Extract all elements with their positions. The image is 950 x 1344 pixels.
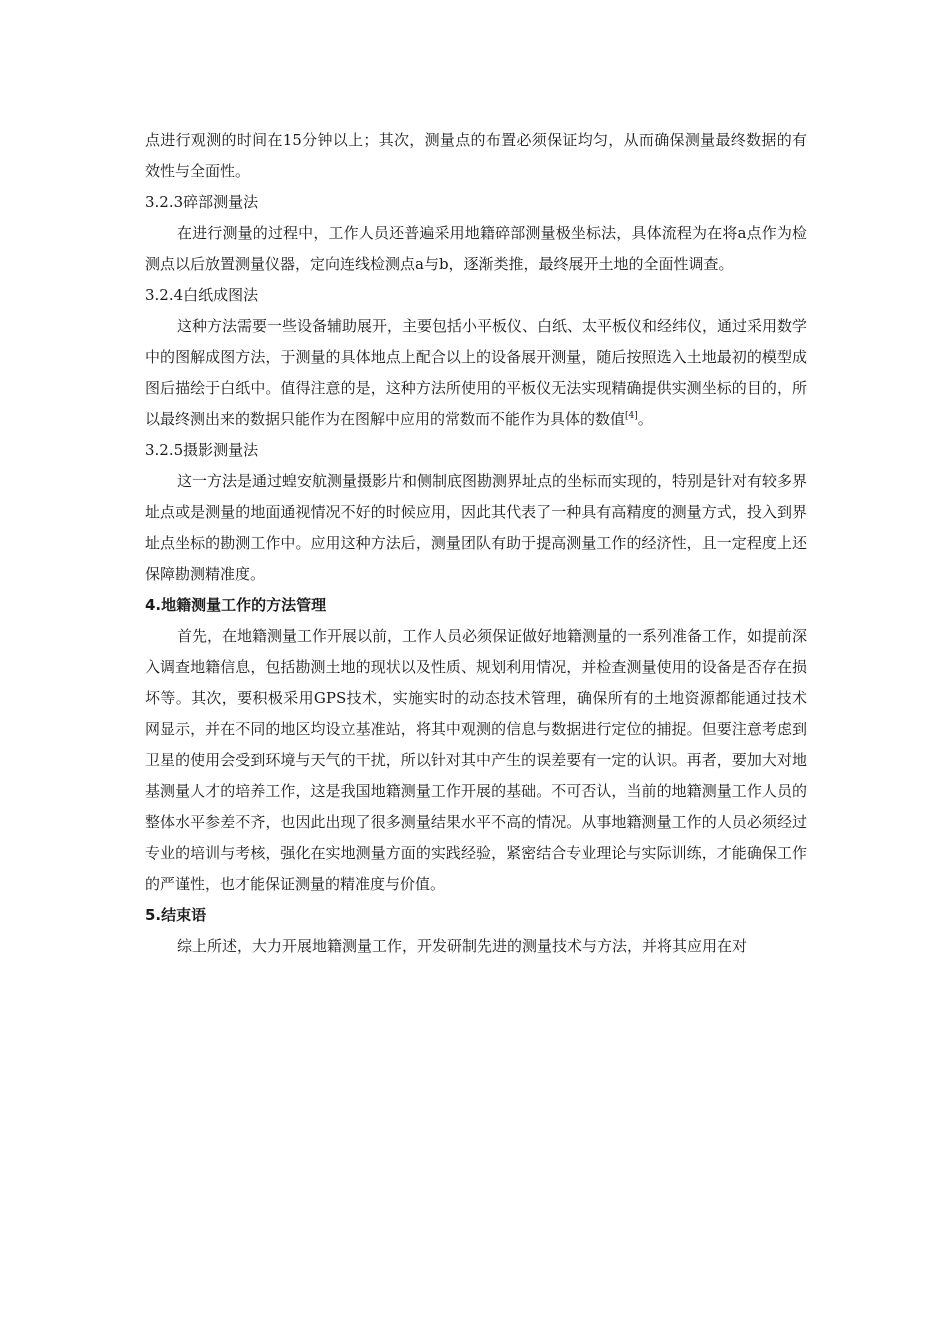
subheading-3-2-5: 3.2.5摄影测量法: [145, 441, 259, 459]
paragraph-photogrammetry: 这一方法是通过蝗安航测量摄影片和侧制底图勘测界址点的坐标而实现的，特别是针对有较多界址点或是测量的地面通视情况不好的时候应用，因此其代表了一种具有高精度的测量方式，投入到界址点坐标的勘测工作中。应用这种方法后，测量团队有助于提高测量工作的经济性，且一定程度上还保障勘测精准度。: [145, 472, 808, 583]
paragraph-white-paper-end: 。: [637, 410, 653, 428]
paragraph-continuation: 点进行观测的时间在15分钟以上；其次，测量点的布置必须保证均匀，从而确保测量最终数据的有效性与全面性。: [145, 131, 807, 180]
subheading-3-2-3: 3.2.3碎部测量法: [145, 193, 259, 211]
section-heading-4: 4.地籍测量工作的方法管理: [145, 596, 327, 614]
citation-ref-4: [4]: [625, 411, 638, 421]
paragraph-white-paper-text: 这种方法需要一些设备辅助展开，主要包括小平板仪、白纸、太平板仪和经纬仪，通过采用数学中的图解成图方法，于测量的具体地点上配合以上的设备展开测量，随后按照选入土地最初的模型成图后描绘于白纸中。值得注意的是，这种方法所使用的平板仪无法实现精确提供实测坐标的目的，所以最终测出来的数据只能作为在图解中应用的常数而不能作为具体的数值: [145, 317, 808, 428]
section-heading-5: 5.结束语: [145, 906, 207, 924]
paragraph-detail-survey: 在进行测量的过程中，工作人员还普遍采用地籍碎部测量极坐标法，具体流程为在将a点作为检测点以后放置测量仪器，定向连线检测点a与b，逐渐类推，最终展开土地的全面性调查。: [145, 224, 807, 273]
subheading-3-2-4: 3.2.4白纸成图法: [145, 286, 259, 304]
paragraph-method-management: 首先，在地籍测量工作开展以前，工作人员必须保证做好地籍测量的一系列准备工作，如提前深入调查地籍信息，包括勘测土地的现状以及性质、规划利用情况，并检查测量使用的设备是否存在损坏等。其次，要积极采用GPS技术，实施实时的动态技术管理，确保所有的土地资源都能通过技术网显示，并在不同的地区均设立基准站，将其中观测的信息与数据进行定位的捕捉。但要注意考虑到卫星的使用会受到环境与天气的干扰，所以针对其中产生的误差要有一定的认识。再者，要加大对地基测量人才的培养工作，这是我国地籍测量工作开展的基础。不可否认，当前的地籍测量工作人员的整体水平参差不齐，也因此出现了很多测量结果水平不高的情况。从事地籍测量工作的人员必须经过专业的培训与考核，强化在实地测量方面的实践经验，紧密结合专业理论与实际训练，才能确保工作的严谨性，也才能保证测量的精准度与价值。: [145, 627, 808, 893]
document-body: [145, 125, 807, 962]
paragraph-white-paper-mapping: [145, 311, 807, 435]
paragraph-conclusion: 综上所述，大力开展地籍测量工作，开发研制先进的测量技术与方法，并将其应用在对: [177, 937, 748, 955]
